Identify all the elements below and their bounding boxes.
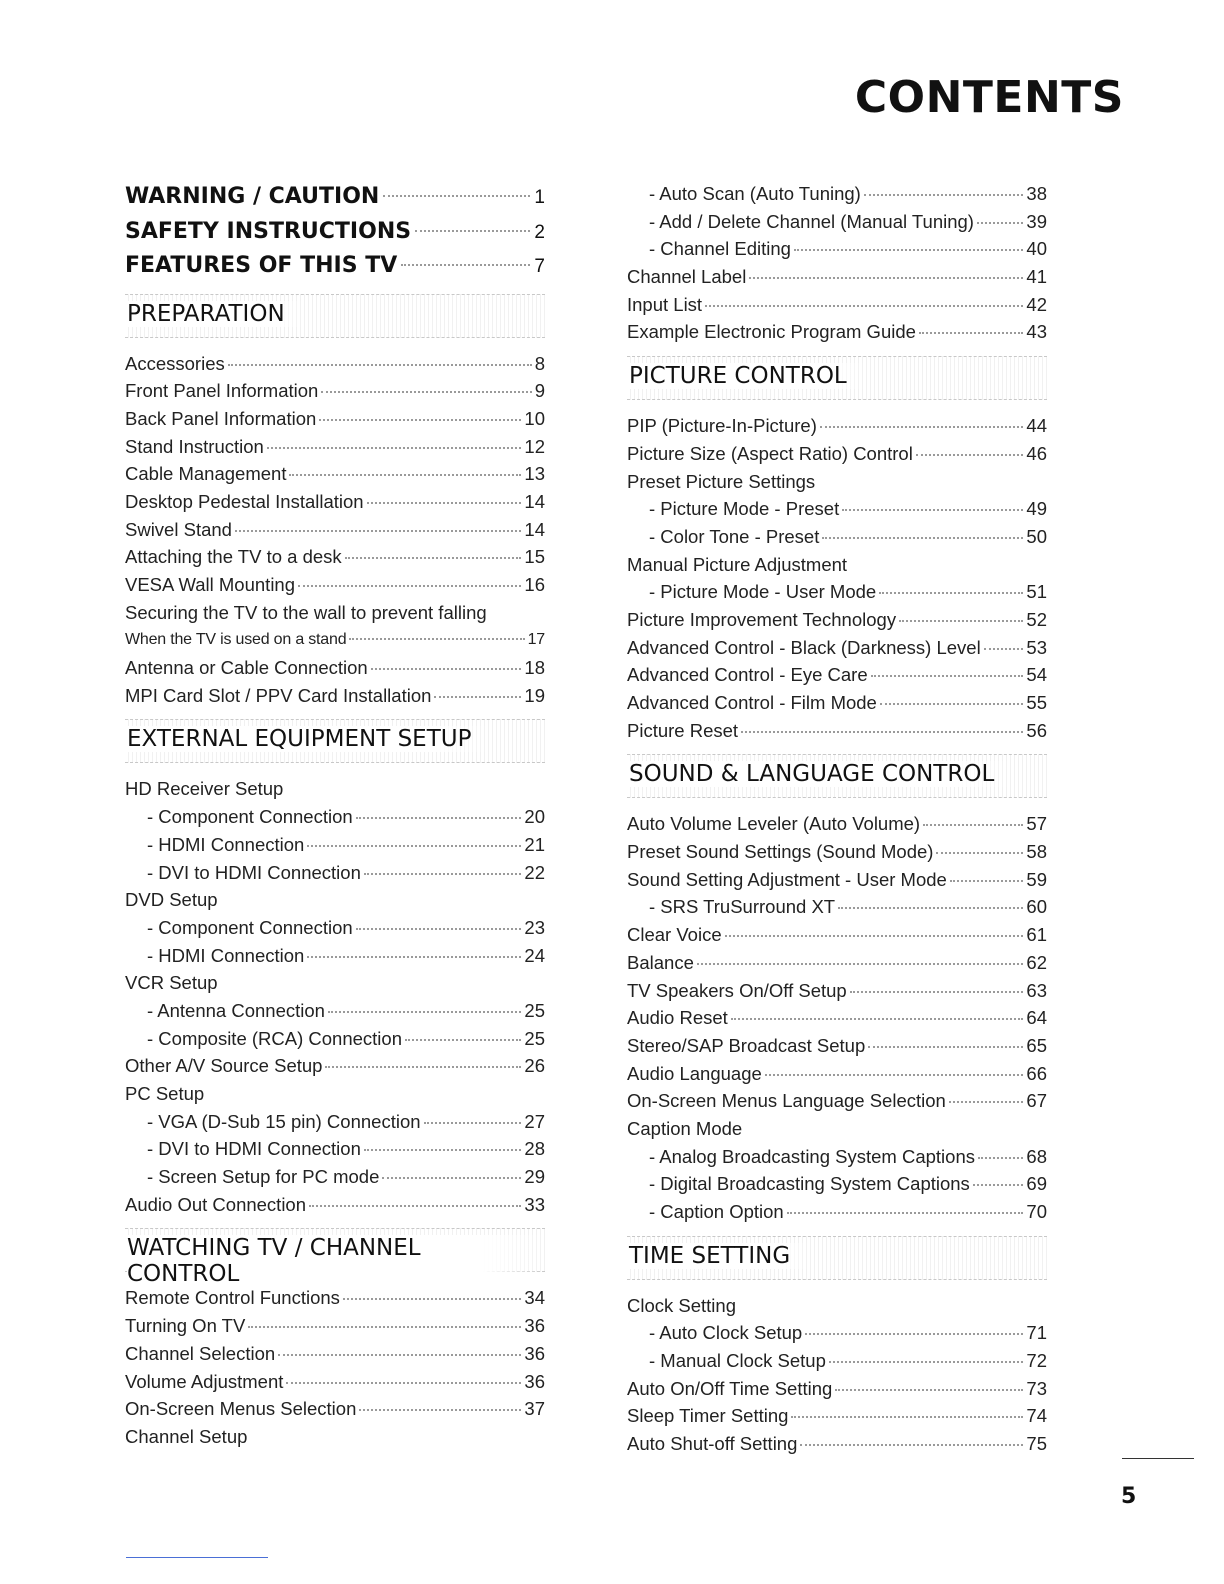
entry-label: Picture Improvement Technology [627,608,897,630]
page-number: 5 [1121,1484,1137,1509]
entry-label: - Antenna Connection [147,999,325,1021]
section-header-sound-language [627,754,1047,798]
entry-label: - Picture Mode - User Mode [649,581,877,603]
entry-label: - Auto Clock Setup [649,1322,803,1344]
entry-page: 27 [524,1110,545,1132]
toc-entry[interactable] [627,1004,1047,1032]
entry-page: 26 [524,1055,545,1077]
entry-label: Sleep Timer Setting [627,1405,789,1427]
entry-label: Accessories [125,352,225,374]
entry-label: - Add / Delete Channel (Manual Tuning) [649,210,974,232]
entry-label: - SRS TruSurround XT [649,896,836,918]
entry-label: Preset Sound Settings (Sound Mode) [627,841,934,863]
entry-page: 63 [1026,979,1047,1001]
entry-page: 41 [1026,266,1047,288]
entry-page: 58 [1026,841,1047,863]
entry-label: On-Screen Menus Language Selection [627,1090,946,1112]
toc-entry[interactable] [627,1198,1047,1226]
entry-page: 25 [524,999,545,1021]
entry-page: 55 [1026,692,1047,713]
toc-entry[interactable] [125,1395,545,1423]
entry-page: 51 [1026,581,1047,603]
entry-page: 28 [524,1138,545,1160]
toc-entry[interactable] [627,893,1047,921]
entry-page: 64 [1026,1007,1047,1029]
entry-page: 14 [524,518,545,540]
toc-entry[interactable] [627,977,1047,1005]
entry-label: On-Screen Menus Selection [125,1398,357,1420]
entry-page: 39 [1026,210,1047,232]
toc-entry[interactable] [627,263,1047,291]
toc-entry[interactable] [125,350,545,378]
entry-label: - Composite (RCA) Connection [147,1027,402,1049]
entry-page: 15 [524,546,545,568]
page-title: CONTENTS [854,72,1124,123]
toc-entry[interactable] [125,1108,545,1136]
entry-page: 24 [524,944,545,966]
entry-label: Clear Voice [627,924,722,946]
toc-entry[interactable] [125,488,545,516]
entry-page: 9 [534,380,545,402]
entry-label: Antenna or Cable Connection [125,657,368,679]
toc-entry[interactable] [125,626,545,654]
toc-entry[interactable] [125,405,545,433]
entry-label: Volume Adjustment [125,1370,284,1392]
entry-label: Remote Control Functions [125,1287,340,1309]
toc-entry-heading[interactable] [125,1080,545,1108]
entry-label: WARNING / CAUTION [125,184,380,209]
toc-entry-heading[interactable] [125,1423,545,1451]
entry-label: Advanced Control - Film Mode [627,692,877,713]
toc-major-entry[interactable] [125,215,545,250]
section-header-time-setting [627,1236,1047,1280]
entry-label: - Auto Scan (Auto Tuning) [649,183,861,204]
toc-right-column [627,180,1047,1458]
entry-label: - Picture Mode - Preset [649,498,840,520]
footer-rule [1122,1458,1194,1459]
entry-page: 40 [1026,238,1047,260]
entry-label: Preset Picture Settings [627,470,816,492]
entry-page: 70 [1026,1201,1047,1222]
section-header-watching-tv [125,1228,545,1288]
entry-label: - Digital Broadcasting System Captions [649,1173,970,1195]
entry-label: Audio Reset [627,1007,728,1029]
toc-entry[interactable] [627,717,1047,745]
entry-page: 19 [524,684,545,706]
entry-page: 8 [534,352,545,374]
entry-page: 21 [524,833,545,855]
entry-label: - Manual Clock Setup [649,1350,826,1372]
toc-entry[interactable] [627,495,1047,523]
entry-label: VESA Wall Mounting [125,574,296,595]
entry-label: Securing the TV to the wall to prevent falling [125,601,487,623]
entry-label: Manual Picture Adjustment [627,553,848,575]
entry-label: HD Receiver Setup [125,778,284,800]
toc-major-entry[interactable] [125,180,545,215]
entry-label: VCR Setup [125,972,218,994]
toc-entry[interactable] [627,661,1047,689]
entry-page: 18 [524,657,545,679]
entry-page: 42 [1026,293,1047,315]
section-title: PREPARATION [127,301,303,327]
section-header-external-equipment [125,719,545,763]
entry-label: When the TV is used on a stand [125,631,347,649]
entry-label: - Analog Broadcasting System Captions [649,1145,975,1167]
section-header-picture-control [627,356,1047,400]
toc-entry[interactable] [627,1402,1047,1430]
entry-page: 25 [524,1027,545,1049]
toc-entry[interactable] [627,606,1047,634]
entry-page: 29 [524,1166,545,1188]
toc-entry[interactable] [627,1087,1047,1115]
section-title: WATCHING TV / CHANNEL CONTROL [127,1235,545,1287]
toc-entry[interactable] [627,291,1047,319]
entry-label: Audio Language [627,1062,762,1084]
entry-page: 10 [524,407,545,429]
entry-page: 62 [1026,951,1047,973]
toc-entry[interactable] [125,460,545,488]
toc-entry[interactable] [125,1284,545,1312]
toc-entry[interactable] [627,235,1047,263]
toc-entry[interactable] [125,433,545,461]
toc-entry[interactable] [627,866,1047,894]
toc-entry[interactable] [125,516,545,544]
entry-label: PIP (Picture-In-Picture) [627,415,817,437]
toc-entry[interactable] [627,1143,1047,1171]
section-title: PICTURE CONTROL [629,363,865,389]
section-header-preparation [125,294,545,338]
entry-page: 66 [1026,1062,1047,1084]
entry-page: 33 [524,1193,545,1215]
entry-page: 53 [1026,636,1047,658]
entry-label: Desktop Pedestal Installation [125,490,364,512]
entry-label: Clock Setting [627,1294,736,1316]
toc-entry[interactable] [627,838,1047,866]
toc-entry[interactable] [627,921,1047,949]
entry-label: - Screen Setup for PC mode [147,1166,380,1188]
toc-entry[interactable] [125,942,545,970]
toc-entry[interactable] [627,180,1047,208]
toc-entry[interactable] [627,634,1047,662]
entry-label: Other A/V Source Setup [125,1055,323,1077]
toc-entry[interactable] [125,654,545,682]
toc-entry[interactable] [627,1430,1047,1458]
entry-page: 75 [1026,1433,1047,1455]
entry-page: 44 [1026,415,1047,437]
entry-page: 50 [1026,525,1047,547]
toc-entry[interactable] [627,1319,1047,1347]
bottom-blue-rule [126,1557,268,1558]
toc-entry-heading[interactable] [125,775,545,803]
entry-label: - Component Connection [147,916,353,938]
toc-major-entry[interactable] [125,249,545,284]
toc-entry[interactable] [627,810,1047,838]
entry-page: 22 [524,861,545,883]
entry-page: 46 [1026,442,1047,464]
entry-page: 69 [1026,1173,1047,1195]
toc-entry[interactable] [627,1032,1047,1060]
toc-entry[interactable] [125,859,545,887]
entry-page: 2 [534,221,545,243]
entry-label: Auto Volume Leveler (Auto Volume) [627,813,921,835]
entry-page: 12 [524,435,545,457]
entry-label: Advanced Control - Black (Darkness) Level [627,636,981,658]
toc-entry[interactable] [125,1368,545,1396]
entry-page: 57 [1026,813,1047,835]
entry-label: - Color Tone - Preset [649,525,820,547]
entry-label: Picture Reset [627,719,739,741]
entry-label: Picture Size (Aspect Ratio) Control [627,442,913,464]
entry-page: 54 [1026,664,1047,686]
toc-entry-heading[interactable] [125,599,545,627]
entry-label: TV Speakers On/Off Setup [627,979,847,1001]
toc-left-column [125,180,545,1451]
entry-label: MPI Card Slot / PPV Card Installation [125,684,432,706]
toc-entry[interactable] [125,1191,545,1219]
entry-label: Cable Management [125,463,287,485]
toc-entry[interactable] [627,1375,1047,1403]
toc-entry[interactable] [125,1340,545,1368]
entry-page: 65 [1026,1034,1047,1056]
toc-entry[interactable] [125,1163,545,1191]
toc-entry-heading[interactable] [125,969,545,997]
entry-label: - DVI to HDMI Connection [147,861,361,883]
section-title: EXTERNAL EQUIPMENT SETUP [127,726,489,752]
toc-entry[interactable] [627,1060,1047,1088]
entry-label: Swivel Stand [125,518,232,540]
toc-entry[interactable] [627,689,1047,717]
toc-entry[interactable] [627,523,1047,551]
toc-entry[interactable] [627,1347,1047,1375]
entry-label: PC Setup [125,1083,205,1104]
entry-label: DVD Setup [125,889,218,911]
toc-entry-heading[interactable] [627,1115,1047,1143]
entry-page: 72 [1026,1350,1047,1372]
section-title: TIME SETTING [629,1243,808,1269]
entry-page: 7 [534,256,545,277]
toc-entry-heading[interactable] [125,886,545,914]
entry-page: 56 [1026,719,1047,741]
entry-page: 36 [524,1370,545,1392]
entry-page: 37 [524,1398,545,1420]
entry-label: Auto On/Off Time Setting [627,1377,833,1399]
entry-page: 20 [524,806,545,828]
entry-page: 61 [1026,924,1047,946]
toc-entry[interactable] [627,412,1047,440]
entry-page: 34 [524,1287,545,1309]
toc-entry[interactable] [125,997,545,1025]
entry-page: 68 [1026,1145,1047,1167]
entry-label: Back Panel Information [125,407,317,429]
entry-page: 74 [1026,1405,1047,1427]
entry-label: - Caption Option [649,1201,784,1222]
entry-page: 1 [534,187,545,208]
entry-label: Front Panel Information [125,380,319,402]
section-title: SOUND & LANGUAGE CONTROL [629,761,1012,787]
entry-page: 59 [1026,868,1047,890]
entry-label: Channel Setup [125,1425,248,1447]
entry-label: FEATURES OF THIS TV [125,253,398,278]
toc-entry-heading[interactable] [627,468,1047,496]
toc-entry[interactable] [125,377,545,405]
entry-page: 43 [1026,321,1047,343]
toc-entry[interactable] [125,682,545,710]
entry-label: Auto Shut-off Setting [627,1433,798,1455]
entry-page: 49 [1026,498,1047,520]
entry-label: Sound Setting Adjustment - User Mode [627,868,947,890]
toc-entry[interactable] [627,1170,1047,1198]
entry-page: 52 [1026,608,1047,630]
toc-entry[interactable] [627,208,1047,236]
entry-label: Channel Label [627,266,747,288]
entry-page: 73 [1026,1377,1047,1399]
toc-entry[interactable] [125,831,545,859]
toc-entry[interactable] [125,914,545,942]
entry-label: Input List [627,293,703,315]
entry-label: - VGA (D-Sub 15 pin) Connection [147,1110,421,1132]
toc-entry[interactable] [627,318,1047,346]
entry-page: 14 [524,490,545,512]
entry-label: Stand Instruction [125,435,264,457]
entry-page: 23 [524,916,545,938]
toc-entry[interactable] [627,949,1047,977]
toc-entry-heading[interactable] [627,1292,1047,1320]
toc-entry[interactable] [627,578,1047,606]
entry-label: Turning On TV [125,1315,246,1337]
entry-page: 71 [1026,1322,1047,1344]
entry-label: Balance [627,951,694,973]
entry-page: 38 [1026,183,1047,204]
entry-page: 17 [527,631,545,649]
entry-page: 36 [524,1315,545,1337]
entry-page: 60 [1026,896,1047,918]
entry-page: 13 [524,463,545,485]
toc-entry[interactable] [627,440,1047,468]
toc-entry[interactable] [125,803,545,831]
entry-label: Stereo/SAP Broadcast Setup [627,1034,866,1056]
entry-label: - HDMI Connection [147,944,305,966]
toc-entry[interactable] [125,1312,545,1340]
entry-page: 16 [524,574,545,595]
toc-entry[interactable] [125,1135,545,1163]
toc-entry[interactable] [125,1025,545,1053]
entry-label: - Component Connection [147,806,353,828]
toc-entry[interactable] [125,571,545,599]
toc-entry-heading[interactable] [627,551,1047,579]
entry-label: - DVI to HDMI Connection [147,1138,361,1160]
entry-label: Audio Out Connection [125,1193,307,1215]
entry-label: Example Electronic Program Guide [627,321,916,343]
entry-label: Caption Mode [627,1117,743,1139]
entry-label: - HDMI Connection [147,833,305,855]
toc-entry[interactable] [125,1052,545,1080]
entry-label: - Channel Editing [649,238,791,260]
toc-entry[interactable] [125,543,545,571]
entry-label: SAFETY INSTRUCTIONS [125,218,412,244]
entry-page: 36 [524,1342,545,1364]
entry-label: Attaching the TV to a desk [125,546,342,568]
entry-page: 67 [1026,1090,1047,1112]
entry-label: Advanced Control - Eye Care [627,664,868,686]
entry-label: Channel Selection [125,1342,276,1364]
